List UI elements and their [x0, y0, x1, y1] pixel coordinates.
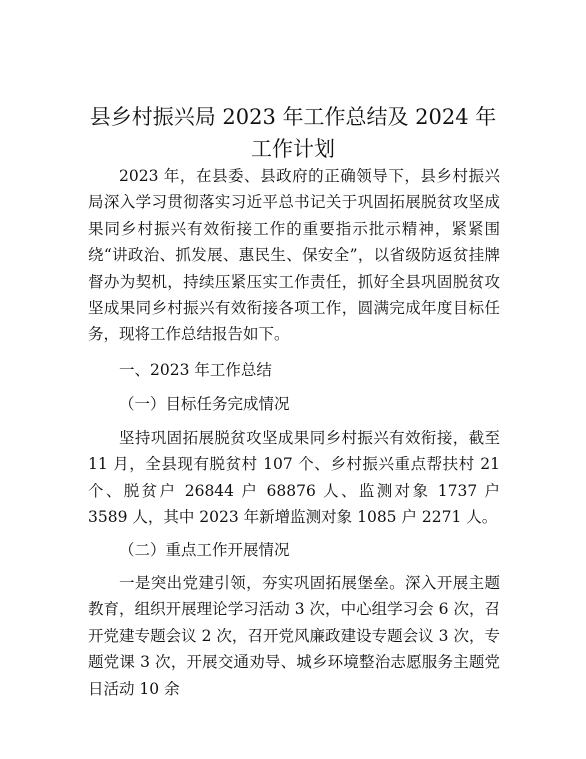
section-heading-1: 一、2023 年工作总结 [119, 361, 272, 379]
document-title: 县乡村振兴局 2023 年工作总结及 2024 年工作计划 [89, 105, 497, 161]
subsection-heading-2: （二）重点工作开展情况 [119, 541, 290, 559]
subsection-2-paragraph: 一是突出党建引领，夯实巩固拓展堡垒。深入开展主题教育，组织开展理论学习活动 3 次，中心组学习会 6 次，召开党建专题会议 2 次，召开党风廉政建设专题会议 3 次，专题党课 3 次，开展交通劝导、城乡环境整治志愿服务主题党日活动 10 余 [88, 574, 500, 698]
subsection-heading-1: （一）目标任务完成情况 [119, 395, 290, 413]
intro-paragraph: 2023 年，在县委、县政府的正确领导下，县乡村振兴局深入学习贯彻落实习近平总书记关于巩固拓展脱贫攻坚成果同乡村振兴有效衔接工作的重要指示批示精神，紧紧围绕“讲政治、抓发展、惠民生、保安全”，以省级防返贫挂牌督办为契机，持续压紧压实工作责任，抓好全县巩固脱贫攻坚成果同乡村振兴有效衔接各项工作，圆满完成年度目标任务，现将工作总结报告如下。 [88, 167, 500, 344]
subsection-1-paragraph: 坚持巩固拓展脱贫攻坚成果同乡村振兴有效衔接，截至 11 月，全县现有脱贫村 107 个、乡村振兴重点帮扶村 21 个、脱贫户 26844 户 68876 人、监测对象 1737 户 3589 人，其中 2023 年新增监测对象 1085 户 2271 人。 [88, 429, 500, 527]
